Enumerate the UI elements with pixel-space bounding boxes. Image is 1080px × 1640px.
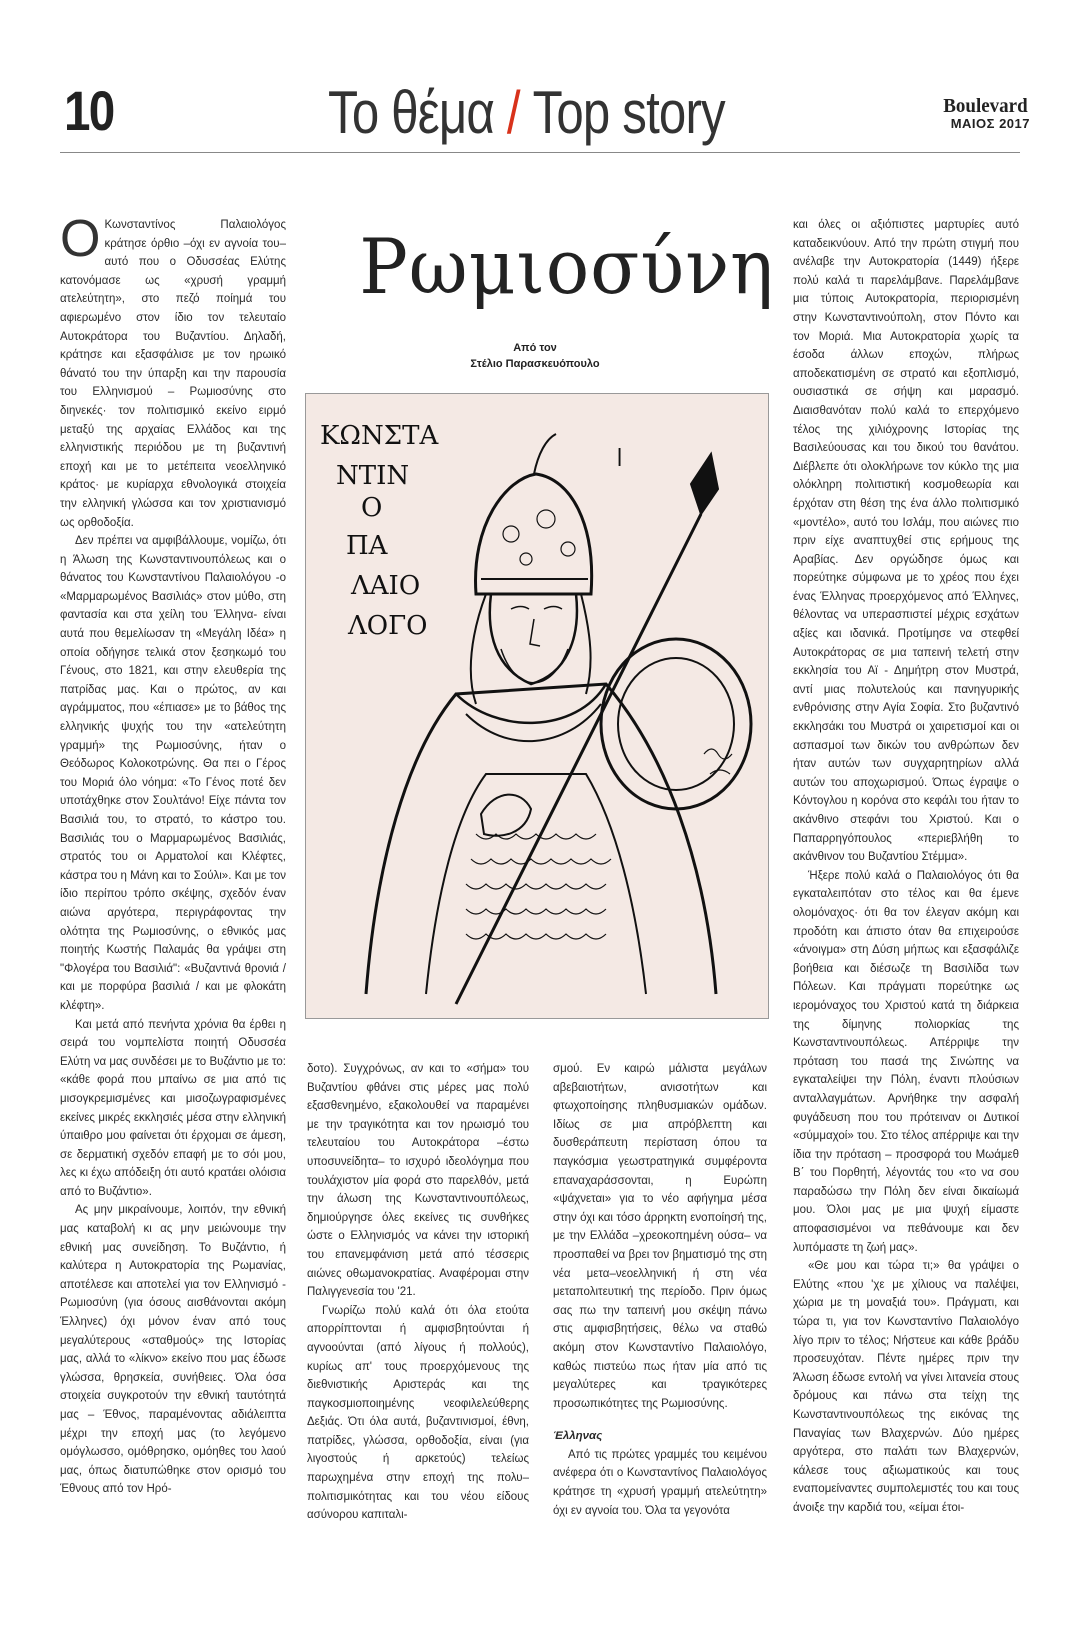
inscription-line: Ο [361, 493, 383, 523]
article-paragraph: Γνωρίζω πολύ καλά ότι όλα ετούτα απορρίπτονται ή αμφισβητούνται ή αγνοούνται (από λίγους ή πολλούς), κυρίως απ' τους προερχόμενους της διεθνιστικής Αριστεράς και της παγκοσμιοποιημένης νεοφιλελεύθερης Δεξιάς. Ότι όλα αυτά, βυζαντινισμοί, έθνη, πατρίδες, γλώσσα, ορθοδοξία, είναι (για λιγοστούς ή αρκετούς) τελείως παρωχημένα στην εποχή της πολυ–πολιτισμικότητας και του νέου είδους ασύνορου καπιταλι- [307, 1304, 529, 1522]
article-paragraph: Ας μην μικραίνουμε, λοιπόν, την εθνική μας καταβολή κι ας μην μειώνουμε την εθνική μας συνείδηση. Το Βυζάντιο, ή καλύτερα η Αυτοκρατορία της Ρωμανίας, αποτέλεσε και αποτελεί για τον Ελληνισμό - Ρωμιοσύνη (για όσους αισθάνονται ακόμη Έλληνες) όχι μόνον έναν από τους μεγαλύτερους «σταθμούς» της Ιστορίας μας, αλλά το «λίκνο» εκείνο που μας έδωσε γλώσσα, θρησκεία, συνήθειες. Όλα όσα στοιχεία συγκροτούν την εθνική ταυτότητά μας – Έθνος, παραμένοντας αδιάλειπτα μέχρι την εποχή μας (το λεγόμενο ομόγλωσσο, ομόθρησκο, ομόηθες του λαού μας, όπως διατυπώθηκε στον ορισμό του Έθνους από τον Ηρό- [60, 1204, 286, 1496]
article-title: Ρωμιοσύνη [359, 222, 775, 311]
page-number: 10 [64, 79, 114, 142]
inscription-line: ΝΤΙΝ [336, 461, 410, 491]
section-title-english: Top story [532, 79, 725, 146]
article-paragraph: δοτο). Συγχρόνως, αν και το «σήμα» του Βυζαντίου φθάνει στις μέρες μας πολύ εξασθενημένο, εξακολουθεί να παραμένει με την τραγικότητα και τον ηρωισμό του τελευταίου του Αυτοκράτορα –έστω υποσυνείδητα– το ισχυρό ιδεολόγημα που τουλάχιστον μία φορά στο παρελθόν, μετά την άλωση της Κωνσταντινουπόλεως, δημιούργησε όλες εκείνες τις συνθήκες ώστε ο Ελληνισμός να κάνει την ιστορική του επανεμφάνιση μετά από τέσσερις αιώνες οθωμανοκρατίας. Αναφέρομαι στην Παλιγγενεσία του '21. [307, 1063, 529, 1299]
svg-text:ǀ: ǀ [616, 444, 624, 472]
article-paragraph: Δεν πρέπει να αμφιβάλλουμε, νομίζω, ότι η Άλωση της Κωνσταντινουπόλεως και ο θάνατος του Κωνσταντίνου Παλαιολόγου -ο «Μαρμαρωμένος Βασιλιάς» στον μύθο, στη φαντασία και στα χείλη του Έλληνα- είναι αυτά που θεμελίωσαν τη «Μεγάλη Ιδέα» η οποία οδήγησε τελικά στον ξεσηκωμό του Γένους, στο 1821, και στην ελευθερία της πατρίδας μας. Και ο πρώτος, αν και αγράμματος, που «έπιασε» με το βάθος της ελληνικής ψυχής του την «ατελεύτητη γραμμή» της Ρωμιοσύνης, ήταν ο Θεόδωρος Κολοκοτρώνης. Θα πει ο Γέρος του Μοριά όλο νόημα: «Το Γένος ποτέ δεν υποτάχθηκε στον Σουλτάνο! Είχε πάντα τον Βασιλιά του, το στρατό, το κάστρο του. Βασιλιάς του ο Μαρμαρωμένος Βασιλιάς, στρατός του οι Αρματολοί και Κλέφτες, κάστρα του η Μάνη και το Σούλι». Και με τον ίδιο περίπου τρόπο σκέψης, σχεδόν έναν αιώνα αργότερα, περιγράφοντας την ολότητα της Ρωμιοσύνης, ο εθνικός μας ποιητής Κωστής Παλαμάς θα γράψει στη "Φλογέρα του Βασιλιά": «Βυζαντινά θρονιά / και με πορφύρα βασιλιά / και με φλοκάτη κλέφτη». [60, 535, 286, 1012]
brand-name: Boulevard [943, 95, 1028, 117]
article-paragraph: Από τις πρώτες γραμμές του κειμένου ανέφερα ότι ο Κωνσταντίνος Παλαιολόγος κράτησε τη «χρυσή γραμμή ατελεύτητη» όχι εν αγνοία του. Όλα τα γεγονότα [553, 1448, 767, 1517]
inscription-line: ΛΟΓΟ [348, 611, 428, 641]
author-name: Στέλιο Παρασκευόπουλο [470, 358, 600, 370]
article-paragraph: σμού. Εν καιρώ μάλιστα μεγάλων αβεβαιοτήτων, ανισοτήτων και φτωχοποίησης πληθυσμιακών ομάδων. Ιδίως σε μια απρόβλεπτη και δυσθεράπευτη περίσταση όπου τα παγκόσμια γεωστρατηγικά συμφέροντα επαναχαράσσονται, η Ευρώπη «ψάχνεται» για το νέο αφήγημα μέσα στην όχι και τόσο άρρηκτη ενοποίησή της, με την Ελλάδα –χρεοκοπημένη ούσα– να προσπαθεί να βρει τον βηματισμό της στη νέα μετα–νεοελληνική ή στη νέα μεταπολιτευτική της περίοδο. Πριν όμως σας πω την ταπεινή μου σκέψη πάνω στις αμφισβητήσεις, θέλω να σταθώ ακόμη στον Κωνσταντίνο Παλαιολόγο, καθώς πιστεύω πως ήταν μία από τις μεγαλύτερες και τραγικότερες προσωπικότητες της Ρωμιοσύνης. [553, 1063, 767, 1410]
issue-date: ΜΑΙΟΣ 2017 [950, 116, 1030, 131]
section-title-slash: / [506, 79, 520, 146]
illustration-palaiologos [305, 393, 769, 1019]
article-column-4 [793, 216, 1019, 1546]
drop-cap: Ο [60, 216, 101, 268]
article-subhead: Έλληνας [553, 1430, 603, 1443]
portrait-drawing [306, 394, 768, 1018]
article-column-3 [553, 1060, 767, 1540]
article-paragraph: «Θε μου και τώρα τι;» θα γράψει ο Ελύτης «που 'χε με χίλιους να παλέψει, χώρια με τη μοναξιά του». Πράγματι, και τώρα τι, για τον Κωνσταντίνο Παλαιολόγο λίγο πριν το τέλος; Νήστευε και κάθε βράδυ προσευχόταν. Πέντε ημέρες πριν την Άλωση έδωσε εντολή να γίνει λιτανεία στους δρόμους και πάνω στα τείχη της Κωνσταντινουπόλεως της εικόνας της Παναγίας των Βλαχερνών. Δύο ημέρες αργότερα, στο παλάτι των Βλαχερνών, κάλεσε τους αξιωματικούς και τους εναπομείναντες συμπολεμιστές του και τους άνοιξε την καρδιά του, «είμαι έτοι- [793, 1260, 1019, 1514]
masthead-brand [941, 96, 1030, 131]
header-divider [60, 152, 1020, 153]
article-paragraph: Ο Κωνσταντίνος Παλαιολόγος κράτησε όρθιο –όχι εν αγνοία του– αυτό που ο Οδυσσέας Ελύτης κατονόμασε ως «χρυσή γραμμή ατελεύτητη», στο πεζό ποίημά του αφιερωμένο στον ίδιο τον τελευταίο Αυτοκράτορα του Βυζαντίου. Δηλαδή, κράτησε και εξασφάλισε με τον ηρωικό θάνατό του την ύπαρξη και την παρουσία του Ελληνισμού – Ρωμιοσύνης στο διηνεκές· τον πολιτισμικό εκείνο ειρμό μεταξύ της αρχαίας Ελλάδος και της ελληνιστικής περιόδου με τη βυζαντινή εποχή και με το μετέπειτα νεοελληνικό κράτος· με κυρίαρχα εθνολογικά στοιχεία την ελληνική γλώσσα και τον χριστιανισμό ως ορθοδοξία. [60, 216, 286, 529]
inscription-line: ΠΑ [346, 531, 388, 561]
section-title-greek: Το θέμα [328, 79, 495, 146]
article-paragraph: Ήξερε πολύ καλά ο Παλαιολόγος ότι θα εγκαταλειπόταν στο τέλος και θα έμενε ολομόναχος· ότι θα τον έλεγαν ακόμη και προδότη και άπιστο όταν θα επιχειρούσε «άνοιγμα» στη Δύση μήπως και εξασφάλιζε βοήθεια και διέσωζε τη Βασιλίδα των Πόλεων. Και πράγματι πορεύτηκε ως ιερομόναχος του Χριστού κατά τη διάρκεια της δίμηνης πολιορκίας της Κωνσταντινουπόλεως. Απέρριψε την πρόταση του πασά της Σινώπης να εγκαταλείψει την Πόλη, έναντι πλούσιων ανταλλαγμάτων. Αρνήθηκε την ασφαλή φυγάδευση που του πρότειναν οι Δυτικοί «σύμμαχοί» του. Στο τέλος απέρριψε και την ίδια την πρόταση – προσφορά του Μωάμεθ Β΄ του Πορθητή, λέγοντάς του «το να σου παραδώσω την Πόλη δεν είναι δικαίωμά μου. Όλοι μας με μια ψυχή είμαστε αποφασισμένοι να πεθάνουμε και δεν λυπόμαστε τη ζωή μας». [793, 869, 1019, 1254]
inscription-line: ΚΩΝΣΤΑ [320, 421, 439, 451]
section-title [328, 78, 725, 147]
article-column-2 [307, 1060, 529, 1540]
byline [400, 340, 670, 372]
article-column-1 [60, 216, 286, 1546]
article-paragraph: και όλες οι αξιόπιστες μαρτυρίες αυτό καταδεικνύουν. Από την πρώτη στιγμή που ανέλαβε την Αυτοκρατορία (1449) ήξερε πολύ καλά τι παρελάμβανε. Παρελάμβανε μια τύποις Αυτοκρατορία, περιορισμένη στην Κωνσταντινούπολη, στον Πόντο και τον Μοριά. Μια Αυτοκρατορία χωρίς τα έσοδα άλλων εποχών, πλήρως αποδεκατισμένη σε στρατό και εξοπλισμό, ουσιαστικά σε σήψη και μαρασμό. Διαισθανόταν πολύ καλά το επερχόμενο τέλος της χιλιόχρονης Ιστορίας της Βασιλεύουσας και του δικού του θανάτου. Διέβλεπε ότι ολοκλήρωνε τον κύκλο της μια ολόκληρη πολιτιστική κοσμοθεωρία και έρχόταν στη θέση της ένα άλλο πολιτισμικό «μοντέλο», αυτό του Ισλάμ, που αιώνες πιο πριν είχε αναπτυχθεί στις ερήμους της Αραβίας. Δεν οργώδησε όμως και πορεύτηκε σύμφωνα με το χρέος που έχει ένας Έλληνας προερχόμενος από Έλληνες, θέλοντας να υπερασπιστεί μέχρις εσχάτων αξίες και ιδανικά. Προτίμησε να στεφθεί Αυτοκράτορας σε μια ταπεινή τελετή στην εκκλησία του Αϊ - Δημήτρη στον Μυστρά, αντί μιας πολυτελούς και πανηγυρικής ενθρόνισης στην Αγία Σοφία. Στο βυζαντινό εκκλησάκι του Μυστρά οι χαιρετισμοί και οι ασπασμοί των δικών του ανθρώπων δεν ήταν αυτών των συγχαρητηρίων αλλά αυτών του αποχωρισμού. Όπως έγραψε ο Κόντογλου η κορόνα στο κεφάλι του ήταν το ακάνθινο στεφάνι του Χριστού. Και ο Παπαρρηγόπουλος «περιεβλήθη το ακάνθινον του Βυζαντίου Στέμμα». [793, 219, 1019, 864]
article-paragraph: Και μετά από πενήντα χρόνια θα έρθει η σειρά του νομπελίστα ποιητή Οδυσσέα Ελύτη να μας συνδέσει με το Βυζάντιο με το: «κάθε φορά που μπαίνω σε μια από τις μισογκρεμισμένες και μισοζωγραφισμένες εκείνες μικρές εκκλησιές μέσα στην ελληνική ύπαιθρο μου φαίνεται ότι έρχομαι σε άμεση, σε δερματική σχεδόν επαφή με το σόι μου, λες κι έχω απόδειξη ότι αυτό κρατάει ολόισια από το Βυζάντιο». [60, 1018, 286, 1198]
byline-prefix: Από τον [513, 342, 557, 354]
inscription-line: ΛΑΙΟ [351, 571, 421, 601]
